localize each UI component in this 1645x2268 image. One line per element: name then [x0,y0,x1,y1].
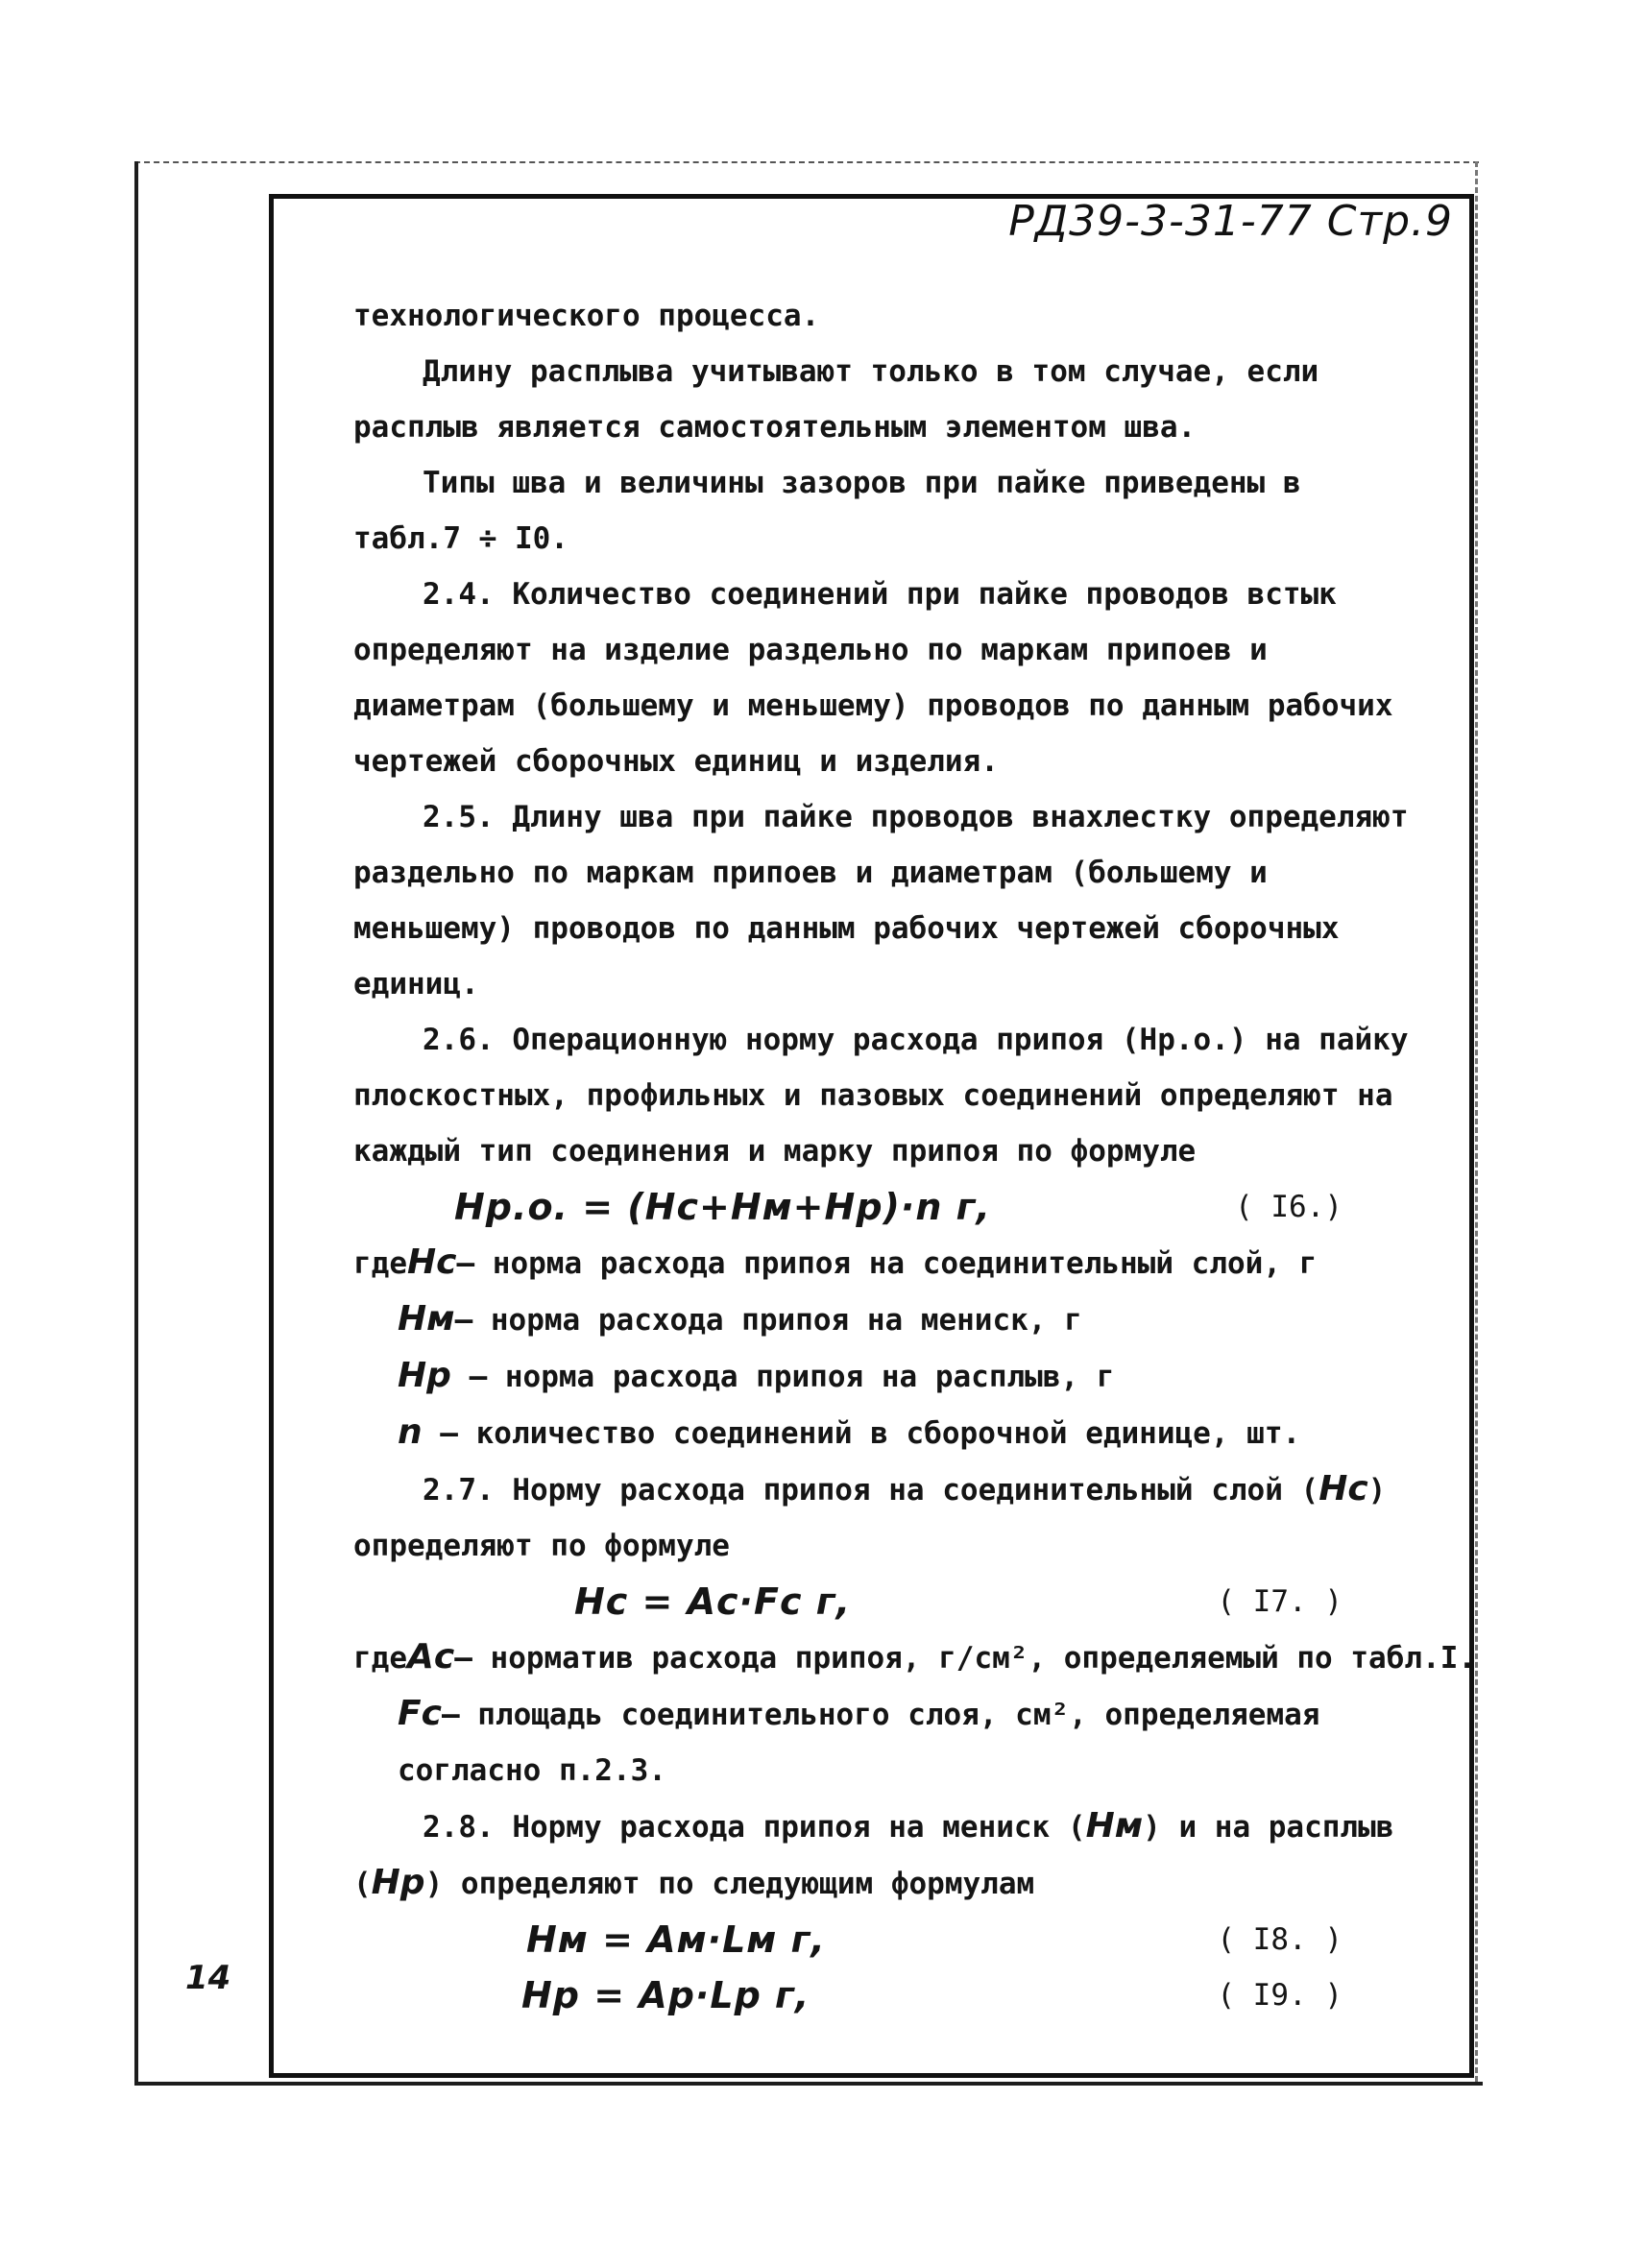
definition-ac: гдеАс– норматив расхода припоя, г/см², определяемый по табл.I. [353,1629,1419,1686]
document-code: РД39-3-31-77 Стр.9 [1008,197,1453,246]
formula-18-row [353,1912,1419,1967]
definition-hm: Нм– норма расхода припоя на мениск, г [353,1291,1419,1348]
var-hp: Нр [398,1356,451,1395]
formula-16: Нр.о. = (Нс+Нм+Нр)·n г, [454,1186,991,1228]
var-hm: Нм [398,1299,455,1339]
paragraph-2-8-cont: (Нр) определяют по следующим формулам [353,1863,1035,1902]
formula-17: Нс = Ас·Fс г, [574,1580,851,1623]
definition-n: n – количество соединений в сборочной единице, шт. [353,1405,1419,1461]
definition-fc: Fс– площадь соединительного слоя, см², определяемая согласно п.2.3. [353,1686,1419,1798]
paragraph-2-8: 2.8. Норму расхода припоя на мениск (Нм) и на расплыв [423,1806,1394,1846]
paragraph-spread-length: Длину расплыва учитывают только в том случае, если расплыв является самостоятельным элементом шва. [353,354,1319,445]
var-fc: Fс [398,1694,442,1733]
formula-18-number: ( I8. ) [1217,1922,1343,1957]
paragraph-continuation: технологического процесса. [353,299,820,333]
formula-18: Нм = Ам·Lм г, [526,1918,826,1961]
var-hc: Нс [407,1243,457,1282]
paragraph-2-5: 2.5. Длину шва при пайке проводов внахлестку определяют раздельно по маркам припоев и диаметрам (большему и меньшему) проводов по данным рабочих чертежей сборочных единиц. [353,800,1409,1001]
definition-hp: Нр – норма расхода припоя на расплыв, г [353,1348,1419,1405]
var-n: n [398,1412,423,1452]
formula-19: Нр = Ар·Lр г, [521,1974,810,2016]
formula-19-row [353,1967,1419,2023]
page-content [353,288,1477,2023]
var-ac: Ас [407,1637,455,1677]
formula-17-row [353,1574,1419,1629]
definition-hc: гдеНс– норма расхода припоя на соединительный слой, г [353,1235,1419,1291]
paragraph-2-4: 2.4. Количество соединений при пайке проводов встык определяют на изделие раздельно по маркам припоев и диаметрам (большему и меньшему) проводов по данным рабочих чертежей сборочных единиц и изделия. [353,577,1393,779]
paragraph-2-7: 2.7. Норму расхода припоя на соединительный слой (Нс) [423,1469,1387,1508]
paragraph-2-6: 2.6. Операционную норму расхода припоя (Нр.о.) на пайку плоскостных, профильных и пазовых соединений определяют на каждый тип соединения и марку припоя по формуле [353,1023,1409,1169]
formula-17-number: ( I7. ) [1217,1584,1343,1619]
formula-16-number: ( I6.) [1235,1190,1343,1224]
formula-19-number: ( I9. ) [1217,1978,1343,2013]
paragraph-seam-types: Типы шва и величины зазоров при пайке приведены в табл.7 ÷ I0. [353,466,1301,556]
formula-16-row [353,1179,1419,1235]
paragraph-2-7-cont: определяют по формуле [353,1529,730,1563]
margin-page-number: 14 [185,1959,231,1997]
